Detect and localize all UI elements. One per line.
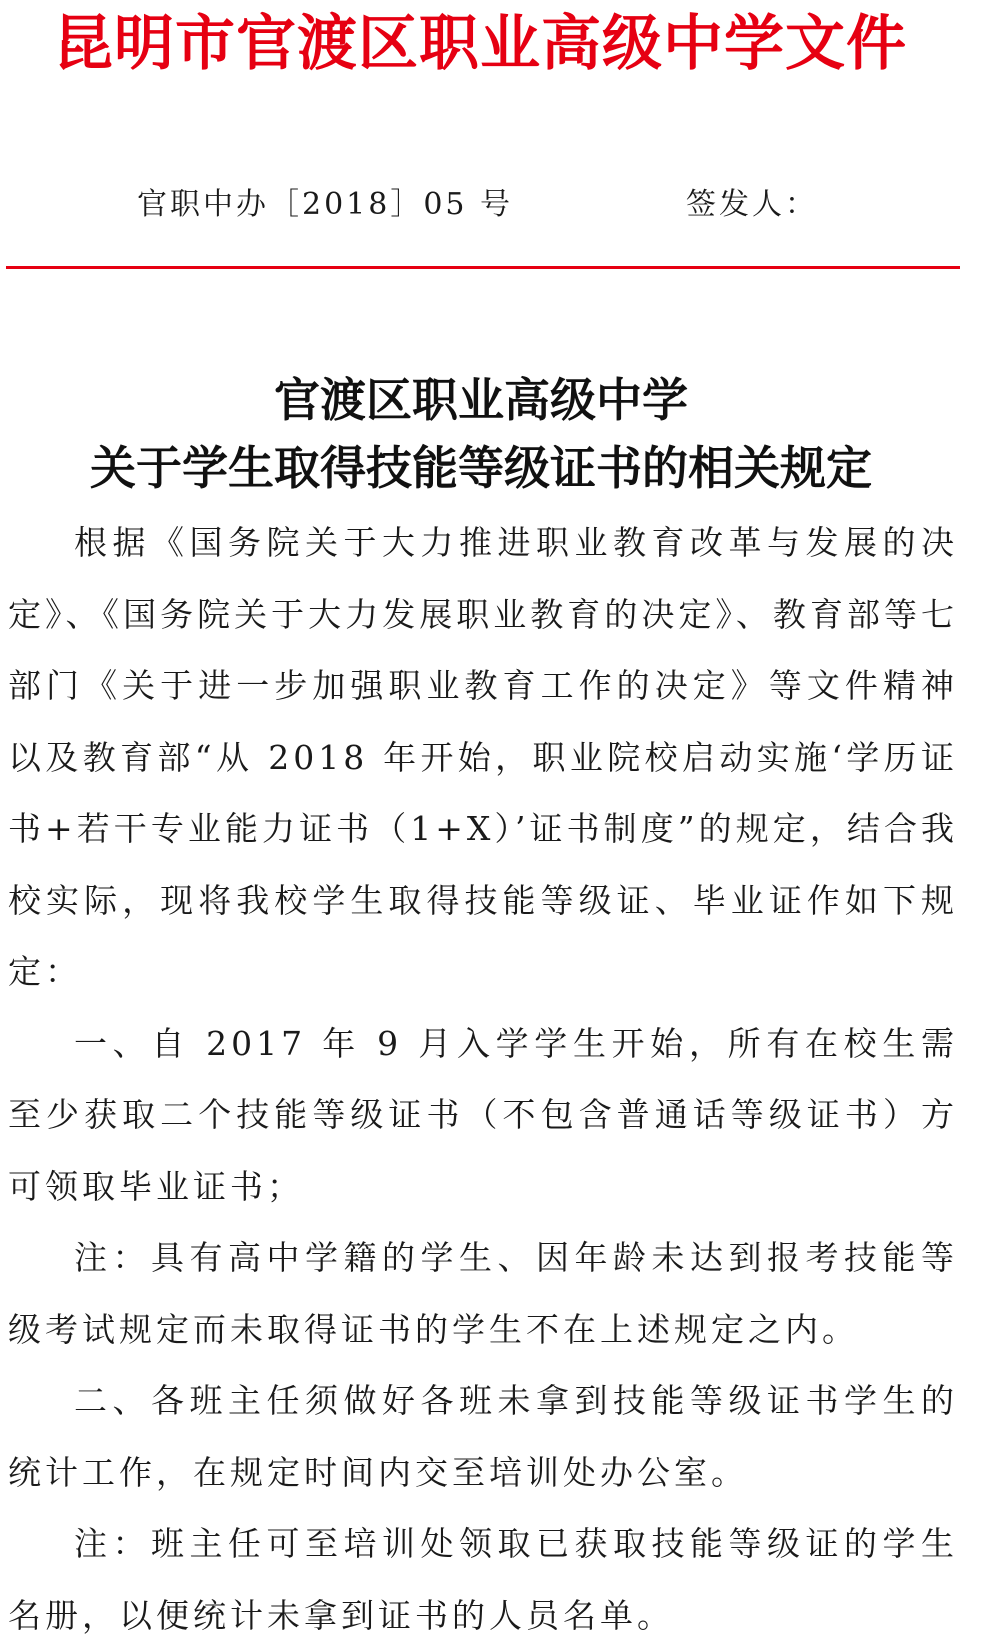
body-paragraph: 注：班主任可至培训处领取已获取技能等级证的学生名册，以便统计未拿到证书的人员名单。 [8,1524,958,1635]
document-title [0,366,962,502]
title-line-1: 官渡区职业高级中学 [274,373,688,427]
issuer-header: 昆明市官渡区职业高级中学文件 [53,9,907,79]
body-paragraph: 注：具有高中学籍的学生、因年龄未达到报考技能等级考试规定而未取得证书的学生不在上述规定之内。 [8,1238,958,1349]
signer-label: 签发人： [686,187,818,222]
body-paragraph: 一、自 2017 年 9 月入学学生开始，所有在校生需至少获取二个技能等级证书（不包含普通话等级证书）方可领取毕业证书； [8,1023,958,1206]
document-number: 官职中办［2018］05 号 [137,187,514,222]
title-line-2: 关于学生取得技能等级证书的相关规定 [90,441,872,495]
body-paragraph: 根据《国务院关于大力推进职业教育改革与发展的决定》、《国务院关于大力发展职业教育的决定》、教育部等七部门《关于进一步加强职业教育工作的决定》等文件精神以及教育部“从 2018 年开始，职业院校启动实施‘学历证书+若干专业能力证书（1+X）’证书制度”的规定，结合我校实际，现将我校学生取得技能等级证、毕业证作如下规定： [8,523,958,991]
red-divider-line [6,266,960,269]
document-meta [0,180,960,230]
document-body [8,507,958,1651]
body-paragraph: 二、各班主任须做好各班未拿到技能等级证书学生的统计工作，在规定时间内交至培训处办公室。 [8,1381,958,1492]
